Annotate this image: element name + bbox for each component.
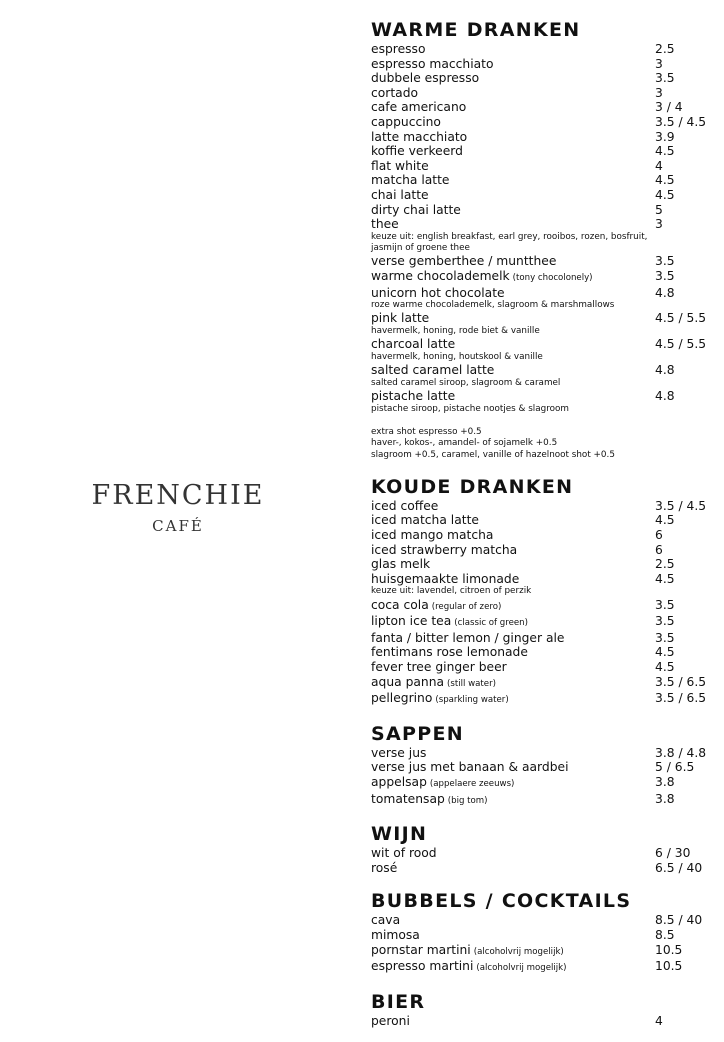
item-name: appelsap — [371, 775, 427, 790]
item-name: flat white — [371, 158, 429, 173]
item-note: (sparkling water) — [435, 695, 509, 706]
menu-item — [371, 173, 711, 188]
item-name: rosé — [371, 860, 398, 875]
item-name: warme chocolademelk — [371, 268, 510, 283]
item-price: 3.5 / 4.5 — [655, 498, 707, 513]
item-name: fanta / bitter lemon / ginger ale — [371, 630, 565, 645]
item-name: pink latte — [371, 311, 430, 326]
item-price: 4 — [655, 158, 663, 173]
menu-section — [371, 822, 711, 875]
item-name: dubbele espresso — [371, 71, 480, 86]
item-note: (appelaere zeeuws) — [429, 779, 515, 790]
menu-item — [371, 572, 711, 587]
menu-item — [371, 311, 711, 326]
item-price: 6 / 30 — [655, 846, 691, 861]
item-price: 4.8 — [655, 363, 675, 378]
item-name: verse jus met banaan & aardbei — [371, 760, 569, 775]
item-price: 8.5 — [655, 928, 675, 943]
item-note: (tony chocolonely) — [512, 272, 593, 283]
menu-section — [371, 889, 711, 975]
menu-item — [371, 115, 711, 130]
item-name: espresso macchiato — [371, 56, 494, 71]
menu-item — [371, 42, 711, 57]
item-name: espresso — [371, 42, 426, 56]
item-price: 4.5 — [655, 660, 675, 675]
menu-item — [371, 188, 711, 203]
item-name: wit of rood — [371, 846, 437, 861]
item-price: 4.5 — [655, 513, 675, 528]
item-name: pornstar martini — [371, 942, 471, 957]
item-name: tomatensap — [371, 791, 445, 806]
menu-item — [371, 598, 711, 615]
menu-item — [371, 943, 711, 960]
brand-subtitle: CAFÉ — [152, 517, 204, 535]
menu-item — [371, 100, 711, 115]
menu-item — [371, 71, 711, 86]
item-price: 3.5 / 4.5 — [655, 114, 707, 129]
item-note: (alcoholvrij mogelijk) — [476, 963, 567, 974]
item-name: pistache latte — [371, 389, 456, 404]
item-name: latte macchiato — [371, 129, 468, 144]
item-price: 2.5 — [655, 557, 675, 572]
menu-item — [371, 86, 711, 101]
item-price: 3 — [655, 56, 663, 71]
item-price: 4 — [655, 1013, 663, 1028]
item-price: 8.5 / 40 — [655, 913, 703, 928]
menu-section — [371, 990, 711, 1029]
item-price: 2.5 — [655, 42, 675, 56]
section-title: BIER — [371, 990, 426, 1013]
item-name: fentimans rose lemonade — [371, 645, 528, 660]
item-price: 3.5 / 6.5 — [655, 691, 707, 706]
item-name: verse gemberthee / muntthee — [371, 254, 557, 269]
item-name: verse jus — [371, 745, 427, 760]
menu-item — [371, 691, 711, 708]
menu-item — [371, 543, 711, 558]
item-name: koffie verkeerd — [371, 144, 463, 159]
item-price: 6 — [655, 528, 663, 543]
item-name: pellegrino — [371, 691, 433, 706]
item-price: 3 — [655, 217, 663, 232]
drinks-menu — [371, 18, 711, 1042]
item-price: 3.5 — [655, 614, 675, 629]
item-price: 4.5 — [655, 187, 675, 202]
item-price: 4.5 — [655, 571, 675, 586]
menu-item — [371, 775, 711, 792]
item-price: 3 / 4 — [655, 100, 683, 115]
item-price: 10.5 — [655, 959, 683, 974]
extras-list — [371, 427, 711, 461]
item-note: (big tom) — [447, 795, 488, 806]
item-price: 3.5 / 6.5 — [655, 674, 707, 689]
item-price: 4.5 / 5.5 — [655, 311, 707, 326]
menu-section — [371, 722, 711, 808]
item-name: thee — [371, 217, 399, 232]
menu-item — [371, 746, 711, 761]
menu-item — [371, 645, 711, 660]
item-price: 6.5 / 40 — [655, 860, 703, 875]
menu-item — [371, 499, 711, 514]
menu-item — [371, 928, 711, 943]
item-name: aqua panna — [371, 674, 445, 689]
item-price: 3.5 — [655, 630, 675, 645]
menu-item — [371, 159, 711, 174]
item-price: 3.9 — [655, 129, 675, 144]
item-note: (alcoholvrij mogelijk) — [473, 946, 564, 957]
item-note: (regular of zero) — [431, 601, 502, 612]
menu-item — [371, 846, 711, 861]
extra-option: slagroom +0.5, caramel, vanille of hazelnoot shot +0.5 — [371, 449, 615, 460]
item-name: dirty chai latte — [371, 202, 461, 217]
extra-option: extra shot espresso +0.5 — [371, 426, 482, 437]
item-name: charcoal latte — [371, 337, 456, 352]
item-description: pistache siroop, pistache nootjes & slagroom — [371, 403, 569, 414]
section-title: WIJN — [371, 823, 428, 846]
item-note: (still water) — [447, 678, 496, 689]
menu-item — [371, 57, 711, 72]
menu-item — [371, 660, 711, 675]
item-name: cortado — [371, 85, 419, 100]
item-name: fever tree ginger beer — [371, 660, 507, 675]
item-price: 5 — [655, 202, 663, 217]
menu-item — [371, 1014, 711, 1029]
menu-item — [371, 913, 711, 928]
item-price: 3 — [655, 85, 663, 100]
item-price: 10.5 — [655, 942, 683, 957]
menu-item — [371, 513, 711, 528]
menu-item — [371, 631, 711, 646]
item-name: iced mango matcha — [371, 528, 494, 543]
menu-item — [371, 337, 711, 352]
menu-item — [371, 203, 711, 218]
item-price: 4.5 — [655, 645, 675, 660]
menu-item — [371, 389, 711, 404]
item-price: 3.5 — [655, 268, 675, 283]
item-description: salted caramel siroop, slagroom & caramel — [371, 377, 561, 388]
item-name: cappuccino — [371, 114, 441, 129]
item-price: 3.8 — [655, 791, 675, 806]
menu-item — [371, 557, 711, 572]
item-name: mimosa — [371, 928, 420, 943]
item-name: matcha latte — [371, 173, 450, 188]
item-name: glas melk — [371, 557, 431, 572]
item-price: 4.8 — [655, 389, 675, 404]
section-title: SAPPEN — [371, 722, 464, 745]
item-description: havermelk, honing, houtskool & vanille — [371, 351, 543, 362]
menu-item — [371, 144, 711, 159]
menu-item — [371, 217, 711, 232]
item-name: iced coffee — [371, 498, 439, 513]
extra-option: haver-, kokos-, amandel- of sojamelk +0.5 — [371, 438, 558, 449]
item-description: havermelk, honing, rode biet & vanille — [371, 325, 540, 336]
item-price: 3.8 / 4.8 — [655, 745, 707, 760]
menu-item — [371, 363, 711, 378]
item-name: iced matcha latte — [371, 513, 479, 528]
menu-item — [371, 269, 711, 286]
brand-name: FRENCHIE — [91, 480, 265, 511]
item-price: 6 — [655, 542, 663, 557]
item-price: 5 / 6.5 — [655, 760, 695, 775]
item-price: 3.5 — [655, 597, 675, 612]
item-price: 3.8 — [655, 775, 675, 790]
item-description: keuze uit: english breakfast, earl grey, rooibos, rozen, bosfruit, jasmijn of groene thee — [371, 231, 648, 254]
section-title: BUBBELS / COCKTAILS — [371, 890, 632, 913]
menu-item — [371, 130, 711, 145]
item-price: 4.5 / 5.5 — [655, 337, 707, 352]
menu-item — [371, 861, 711, 876]
item-name: chai latte — [371, 187, 429, 202]
menu-section — [371, 18, 711, 461]
menu-item — [371, 254, 711, 269]
menu-item — [371, 792, 711, 809]
menu-item — [371, 675, 711, 692]
item-description: roze warme chocolademelk, slagroom & marshmallows — [371, 300, 615, 311]
section-title: WARME DRANKEN — [371, 19, 581, 41]
section-title: KOUDE DRANKEN — [371, 475, 574, 498]
menu-item — [371, 528, 711, 543]
item-name: unicorn hot chocolate — [371, 285, 505, 300]
item-name: coca cola — [371, 597, 429, 612]
item-name: iced strawberry matcha — [371, 542, 518, 557]
menu-item — [371, 760, 711, 775]
menu-section — [371, 475, 711, 708]
item-name: huisgemaakte limonade — [371, 571, 520, 586]
item-price: 4.5 — [655, 144, 675, 159]
item-name: cafe americano — [371, 100, 467, 115]
menu-item — [371, 959, 711, 976]
item-name: cava — [371, 913, 401, 928]
item-name: espresso martini — [371, 959, 474, 974]
item-price: 3.5 — [655, 71, 675, 86]
item-description: keuze uit: lavendel, citroen of perzik — [371, 586, 532, 597]
item-name: lipton ice tea — [371, 614, 452, 629]
menu-item — [371, 614, 711, 631]
item-note: (classic of green) — [454, 618, 528, 629]
item-name: salted caramel latte — [371, 363, 495, 378]
item-price: 4.8 — [655, 285, 675, 300]
menu-item — [371, 286, 711, 301]
item-price: 4.5 — [655, 173, 675, 188]
item-name: peroni — [371, 1013, 410, 1028]
brand-block — [70, 480, 286, 535]
item-price: 3.5 — [655, 254, 675, 269]
